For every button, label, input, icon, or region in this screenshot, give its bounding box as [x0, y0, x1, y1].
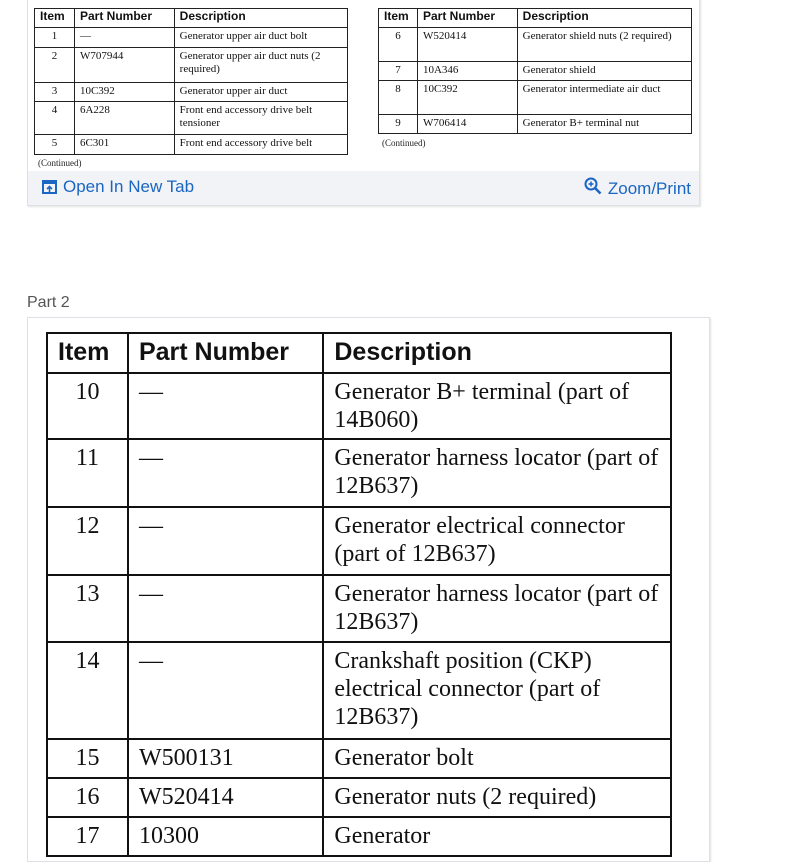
- cell-part-number: —: [128, 575, 323, 642]
- table-row: [379, 62, 692, 81]
- cell-part-number: —: [128, 373, 323, 439]
- cell-part-number: —: [128, 642, 323, 739]
- cell-description: Crankshaft position (CKP) electrical connector (part of 12B637): [323, 642, 671, 739]
- cell-description: Generator bolt: [323, 739, 671, 778]
- cell-description: Generator upper air duct nuts (2 required): [174, 48, 347, 83]
- cell-part-number: 6A228: [74, 102, 174, 135]
- cell-description: Generator electrical connector (part of 12B637): [323, 507, 671, 575]
- cell-description: Generator nuts (2 required): [323, 778, 671, 817]
- cell-description: Generator B+ terminal (part of 14B060): [323, 373, 671, 439]
- table-row: [47, 817, 671, 856]
- cell-item: 9: [379, 115, 418, 134]
- cell-item: 5: [35, 135, 75, 155]
- column-header-description: Description: [174, 9, 347, 28]
- parts-table-right: [378, 8, 692, 134]
- column-header-description: Description: [517, 9, 691, 28]
- cell-item: 2: [35, 48, 75, 83]
- table-row: [35, 83, 348, 102]
- table-row: [47, 373, 671, 439]
- cell-part-number: —: [128, 439, 323, 507]
- cell-part-number: 10C392: [417, 81, 517, 115]
- cell-part-number: —: [128, 507, 323, 575]
- parts-table-left: [34, 8, 348, 155]
- column-header-item: Item: [379, 9, 418, 28]
- table-row: [35, 102, 348, 135]
- cell-description: Generator upper air duct bolt: [174, 28, 347, 48]
- table-row: [47, 439, 671, 507]
- cell-description: Front end accessory drive belt tensioner: [174, 102, 347, 135]
- cell-part-number: 10C392: [74, 83, 174, 102]
- cell-item: 15: [47, 739, 128, 778]
- cell-description: Generator upper air duct: [174, 83, 347, 102]
- table-row: [47, 507, 671, 575]
- column-header-part-number: Part Number: [417, 9, 517, 28]
- parts-table-part-2: [46, 332, 672, 857]
- table-row: [47, 778, 671, 817]
- table-row: [35, 135, 348, 155]
- image-panel-part-2: [27, 317, 710, 862]
- cell-description: Generator harness locator (part of 12B637): [323, 439, 671, 507]
- part-2-label: Part 2: [27, 294, 70, 311]
- zoom-print-label: Zoom/Print: [607, 179, 691, 198]
- continued-note: (Continued): [382, 138, 426, 148]
- table-row: [35, 48, 348, 83]
- column-header-part-number: Part Number: [74, 9, 174, 28]
- cell-part-number: W707944: [74, 48, 174, 83]
- cell-description: Generator harness locator (part of 12B637): [323, 575, 671, 642]
- cell-part-number: W520414: [128, 778, 323, 817]
- open-new-tab-icon: [42, 180, 57, 194]
- cell-item: 12: [47, 507, 128, 575]
- table-row: [379, 28, 692, 62]
- cell-item: 13: [47, 575, 128, 642]
- cell-description: Front end accessory drive belt: [174, 135, 347, 155]
- cell-description: Generator B+ terminal nut: [517, 115, 691, 134]
- cell-part-number: W520414: [417, 28, 517, 62]
- zoom-print-button[interactable]: [584, 173, 691, 199]
- cell-item: 7: [379, 62, 418, 81]
- cell-item: 1: [35, 28, 75, 48]
- column-header-item: Item: [35, 9, 75, 28]
- cell-part-number: 6C301: [74, 135, 174, 155]
- continued-note: (Continued): [38, 158, 82, 168]
- cell-part-number: W706414: [417, 115, 517, 134]
- image-toolbar: [28, 171, 699, 205]
- zoom-in-icon: [584, 177, 602, 195]
- open-in-new-tab-label: Open In New Tab: [63, 177, 195, 196]
- table-row: [35, 28, 348, 48]
- table-header-row: [379, 9, 692, 28]
- table-row: [47, 739, 671, 778]
- cell-description: Generator intermediate air duct: [517, 81, 691, 115]
- table-row: [47, 642, 671, 739]
- table-header-row: [35, 9, 348, 28]
- column-header-description: Description: [323, 333, 671, 373]
- cell-item: 10: [47, 373, 128, 439]
- cell-item: 4: [35, 102, 75, 135]
- cell-part-number: —: [74, 28, 174, 48]
- table-row: [379, 81, 692, 115]
- cell-part-number: 10A346: [417, 62, 517, 81]
- table-header-row: [47, 333, 671, 373]
- cell-item: 6: [379, 28, 418, 62]
- column-header-part-number: Part Number: [128, 333, 323, 373]
- cell-description: Generator shield: [517, 62, 691, 81]
- cell-item: 3: [35, 83, 75, 102]
- cell-item: 17: [47, 817, 128, 856]
- cell-item: 14: [47, 642, 128, 739]
- open-in-new-tab-button[interactable]: [42, 177, 194, 197]
- cell-part-number: W500131: [128, 739, 323, 778]
- image-panel-part-1: [27, 0, 700, 206]
- table-row: [47, 575, 671, 642]
- column-header-item: Item: [47, 333, 128, 373]
- cell-description: Generator shield nuts (2 required): [517, 28, 691, 62]
- table-row: [379, 115, 692, 134]
- cell-item: 11: [47, 439, 128, 507]
- cell-part-number: 10300: [128, 817, 323, 856]
- cell-item: 16: [47, 778, 128, 817]
- cell-description: Generator: [323, 817, 671, 856]
- cell-item: 8: [379, 81, 418, 115]
